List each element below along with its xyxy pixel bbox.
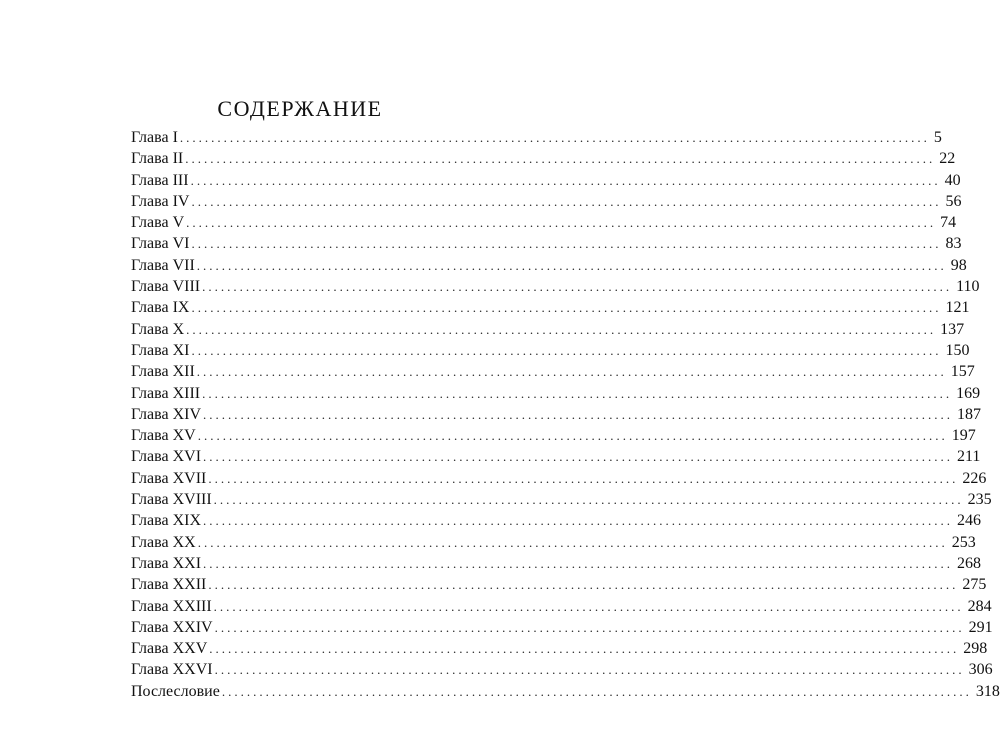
toc-entry-label: Глава XX: [131, 533, 196, 551]
toc-entry-label: Глава XI: [131, 341, 190, 359]
toc-entry: [131, 191, 962, 212]
toc-entry-label: Глава XXIV: [131, 618, 213, 636]
toc-entry: [131, 659, 993, 680]
toc-entry-page-number: 306: [968, 661, 993, 679]
toc-entry-page-number: 56: [945, 192, 962, 210]
toc-leader-dots: ........................................................................................................................: [209, 641, 960, 657]
toc-entry-label: Послесловие: [131, 682, 220, 700]
toc-entry-page-number: 275: [962, 576, 987, 594]
toc-entry-label: Глава XIV: [131, 405, 202, 423]
toc-entry-label: Глава XVII: [131, 469, 207, 487]
toc-entry-label: Глава XXIII: [131, 597, 212, 615]
toc-leader-dots: ........................................................................................................................: [203, 555, 954, 571]
toc-entry-label: Глава XV: [131, 427, 196, 445]
toc-entry-label: Глава IV: [131, 192, 190, 210]
toc-entry: [131, 489, 992, 510]
toc-entry-page-number: 5: [933, 129, 942, 146]
toc-leader-dots: ........................................................................................................................: [190, 172, 941, 188]
toc-leader-dots: ........................................................................................................................: [191, 193, 942, 209]
toc-entry-page-number: 187: [957, 405, 982, 423]
toc-entry-label: Глава VII: [131, 256, 195, 274]
toc-entry: [131, 425, 976, 446]
toc-entry-label: Глава XXVI: [131, 661, 213, 679]
toc-entry-label: Глава IX: [131, 299, 190, 317]
toc-entry: [131, 361, 975, 382]
toc-entry: [131, 510, 982, 531]
toc-entry: [131, 127, 942, 148]
toc-entry: [131, 617, 993, 638]
toc-leader-dots: ........................................................................................................................: [179, 130, 930, 145]
toc-entry-label: Глава X: [131, 320, 185, 338]
toc-entry: [131, 553, 982, 574]
toc-entry-label: Глава XIII: [131, 384, 201, 402]
toc-entry-label: Глава I: [131, 129, 178, 146]
toc-leader-dots: ........................................................................................................................: [196, 364, 947, 380]
toc-entry: [131, 319, 965, 340]
toc-leader-dots: ........................................................................................................................: [191, 342, 942, 358]
toc-entry: [131, 170, 961, 191]
toc-entry-page-number: 235: [967, 491, 992, 509]
toc-leader-dots: ........................................................................................................................: [202, 279, 953, 295]
toc-entry-label: Глава VIII: [131, 278, 201, 296]
toc-entry: [131, 233, 962, 254]
toc-entry-page-number: 137: [940, 320, 965, 338]
toc-entry-label: Глава II: [131, 150, 184, 168]
toc-entry-page-number: 253: [951, 533, 976, 551]
toc-entry-page-number: 121: [945, 299, 970, 317]
toc-leader-dots: ........................................................................................................................: [202, 385, 953, 401]
toc-leader-dots: ........................................................................................................................: [203, 449, 954, 465]
toc-entry-label: Глава III: [131, 171, 189, 189]
toc-entry-page-number: 98: [950, 256, 967, 274]
toc-entry: [131, 404, 982, 425]
toc-entry-label: Глава VI: [131, 235, 190, 253]
toc-leader-dots: ........................................................................................................................: [213, 598, 964, 614]
toc-entry: [131, 446, 981, 467]
toc-entry: [131, 574, 987, 595]
toc-entry-label: Глава V: [131, 214, 185, 232]
toc-leader-dots: ........................................................................................................................: [196, 257, 947, 273]
toc-entry: [131, 383, 981, 404]
toc-entry: [131, 468, 987, 489]
toc-leader-dots: ........................................................................................................................: [197, 534, 948, 550]
toc-leader-dots: ........................................................................................................................: [203, 406, 954, 422]
toc-entry-page-number: 169: [956, 384, 981, 402]
toc-leader-dots: ........................................................................................................................: [208, 577, 959, 593]
toc-entry-label: Глава XII: [131, 363, 195, 381]
toc-entry-label: Глава XVIII: [131, 491, 212, 509]
toc-entry-label: Глава XVI: [131, 448, 202, 466]
toc-entry: [131, 638, 988, 659]
toc-entry: [131, 212, 957, 233]
toc-entry-page-number: 40: [944, 171, 961, 189]
toc-entry: [131, 340, 970, 361]
toc-entry-page-number: 298: [963, 640, 988, 658]
toc-entry-page-number: 22: [939, 150, 956, 168]
toc-entry: [131, 681, 1000, 702]
toc-entry-page-number: 74: [940, 214, 957, 232]
toc-entry-page-number: 211: [957, 448, 981, 466]
toc-leader-dots: ........................................................................................................................: [191, 300, 942, 316]
toc-leader-dots: ........................................................................................................................: [185, 151, 936, 167]
page-title: СОДЕРЖАНИЕ: [217, 96, 383, 121]
toc-entry: [131, 297, 970, 318]
toc-leader-dots: ........................................................................................................................: [203, 513, 954, 529]
toc-entry-page-number: 284: [967, 597, 992, 615]
toc-leader-dots: ........................................................................................................................: [197, 428, 948, 444]
toc-leader-dots: ........................................................................................................................: [191, 236, 942, 252]
toc-leader-dots: ........................................................................................................................: [221, 683, 972, 699]
toc-entry-label: Глава XIX: [131, 512, 202, 530]
toc-leader-dots: ........................................................................................................................: [214, 662, 965, 678]
toc-entry-page-number: 157: [950, 363, 975, 381]
toc-entry: [131, 255, 967, 276]
table-of-contents: [131, 127, 1000, 702]
toc-entry-page-number: 268: [957, 554, 982, 572]
toc-entry-page-number: 110: [956, 278, 980, 296]
toc-leader-dots: ........................................................................................................................: [186, 321, 937, 337]
toc-entry: [131, 532, 976, 553]
toc-leader-dots: ........................................................................................................................: [186, 215, 937, 231]
toc-leader-dots: ........................................................................................................................: [214, 619, 965, 635]
toc-leader-dots: ........................................................................................................................: [213, 492, 964, 508]
toc-entry-page-number: 83: [945, 235, 962, 253]
toc-entry-label: Глава XXII: [131, 576, 207, 594]
toc-entry-page-number: 150: [945, 341, 970, 359]
toc-entry-page-number: 318: [975, 682, 1000, 700]
toc-entry-label: Глава XXV: [131, 640, 208, 658]
toc-entry-page-number: 197: [951, 427, 976, 445]
toc-entry: [131, 276, 980, 297]
toc-leader-dots: ........................................................................................................................: [208, 470, 959, 486]
toc-entry-page-number: 226: [962, 469, 987, 487]
toc-entry-page-number: 291: [968, 618, 993, 636]
toc-entry: [131, 148, 956, 169]
toc-entry: [131, 596, 992, 617]
toc-entry-label: Глава XXI: [131, 554, 202, 572]
toc-entry-page-number: 246: [957, 512, 982, 530]
